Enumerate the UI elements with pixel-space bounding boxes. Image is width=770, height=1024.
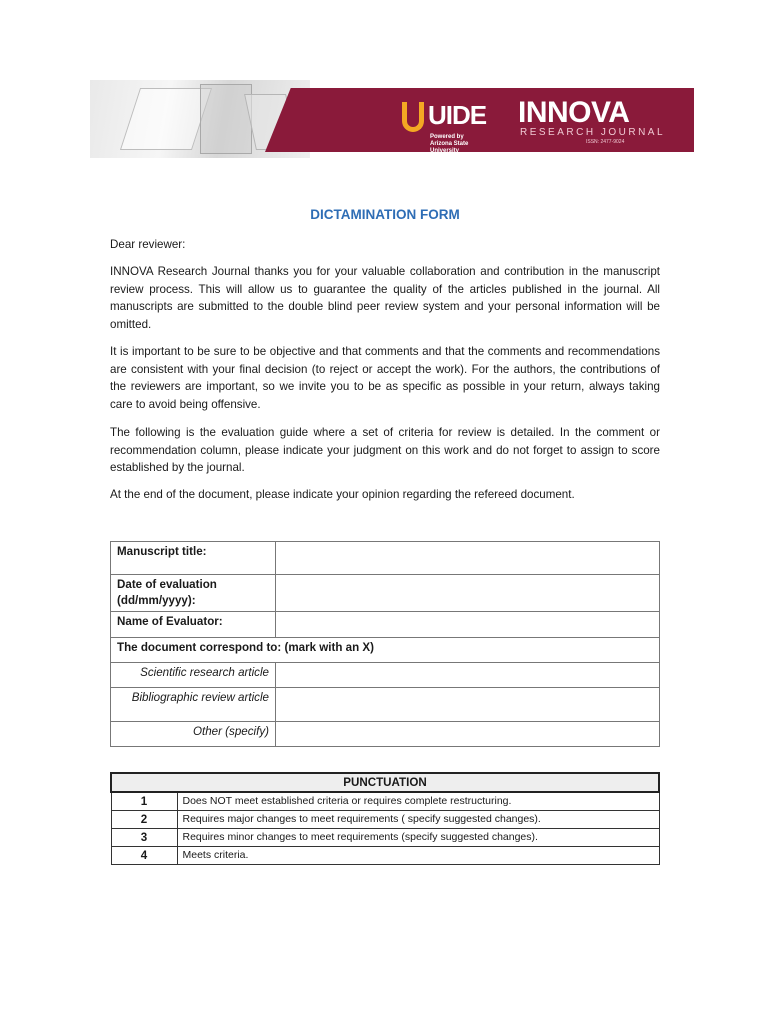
paragraph-guide: The following is the evaluation guide where a set of criteria for review is detailed. In the comment or recommendation column, please indicate your judgment on this work and do not forget to assign to score established by the journal. (110, 426, 660, 474)
uide-logo-text: UIDE (428, 100, 487, 130)
punctuation-header: PUNCTUATION (111, 773, 659, 792)
score-description: Does NOT meet established criteria or requires complete restructuring. (177, 792, 659, 811)
date-of-evaluation-label: Date of evaluation (dd/mm/yyyy): (111, 575, 276, 612)
name-of-evaluator-field[interactable] (276, 612, 660, 638)
header-banner (90, 80, 694, 158)
document-type-heading: The document correspond to: (mark with an X) (111, 638, 660, 663)
score-description: Meets criteria. (177, 847, 659, 865)
score-number: 2 (111, 811, 177, 829)
option-bibliographic-review-field[interactable] (276, 688, 660, 722)
date-of-evaluation-field[interactable] (276, 575, 660, 612)
table-row (111, 811, 659, 829)
innova-logo-text: INNOVA (518, 96, 630, 129)
uide-mark-icon (402, 102, 424, 132)
option-other-field[interactable] (276, 722, 660, 747)
form-title: DICTAMINATION FORM (310, 207, 460, 222)
paragraph-intro: INNOVA Research Journal thanks you for your valuable collaboration and contribution in the manuscript review process. This will allow us to guarantee the quality of the articles published in the journal. All manuscripts are submitted to the double blind peer review system and your personal information will be omitted. (110, 265, 660, 331)
score-number: 3 (111, 829, 177, 847)
option-scientific-research-label: Scientific research article (111, 663, 276, 688)
score-number: 1 (111, 792, 177, 811)
score-description: Requires major changes to meet requirements ( specify suggested changes). (177, 811, 659, 829)
table-row (111, 792, 659, 811)
paragraph-objectivity: It is important to be sure to be objective and that comments and that the comments and recommendations are consistent with your final decision (to reject or accept the work). For the authors, the contributions of the reviewers are important, so we invite you to be as specific as possible in your return, always taking care to avoid being offensive. (110, 345, 660, 411)
name-of-evaluator-label: Name of Evaluator: (111, 612, 276, 638)
paragraph-opinion: At the end of the document, please indicate your opinion regarding the refereed document. (110, 488, 575, 501)
greeting: Dear reviewer: (110, 238, 186, 251)
uide-logo (402, 98, 492, 154)
option-scientific-research-field[interactable] (276, 663, 660, 688)
innova-logo-subtitle: RESEARCH JOURNAL (520, 127, 666, 138)
manuscript-title-field[interactable] (276, 542, 660, 575)
uide-logo-subtitle: Powered by Arizona State University (430, 134, 469, 154)
manuscript-info-table (110, 541, 660, 747)
score-description: Requires minor changes to meet requirements (specify suggested changes). (177, 829, 659, 847)
innova-issn: ISSN: 2477-9024 (586, 139, 625, 145)
score-number: 4 (111, 847, 177, 865)
table-row (111, 847, 659, 865)
table-row (111, 829, 659, 847)
option-bibliographic-review-label: Bibliographic review article (111, 688, 276, 722)
punctuation-table (110, 772, 660, 865)
manuscript-title-label: Manuscript title: (111, 542, 276, 575)
option-other-label: Other (specify) (111, 722, 276, 747)
